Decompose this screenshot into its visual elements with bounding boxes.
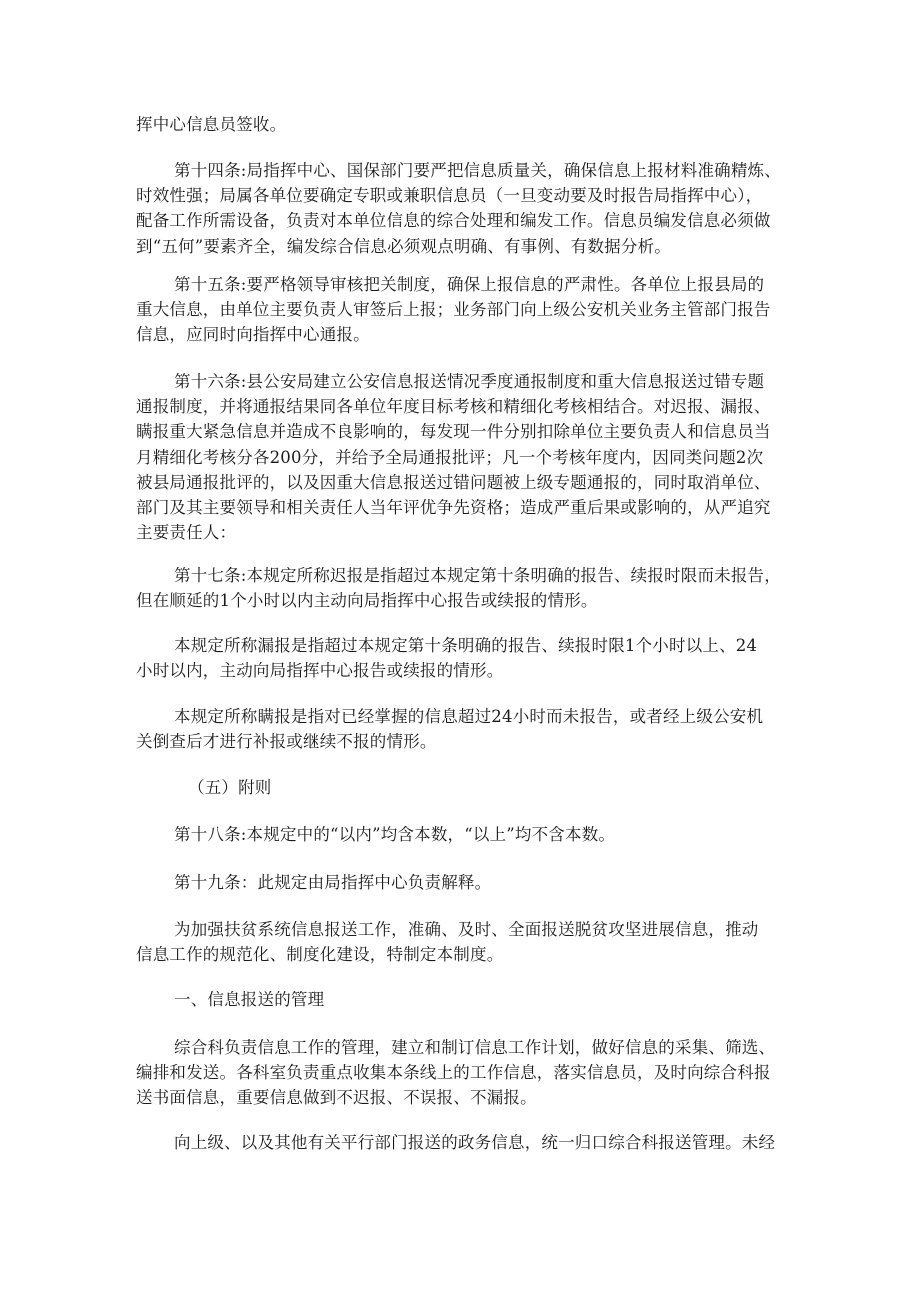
text-line: 综合科负责信息工作的管理，建立和制订信息工作计划，做好信息的采集、筛选、: [174, 1038, 776, 1057]
text-line: 送书面信息，重要信息做到不迟报、不误报、不漏报。: [136, 1088, 537, 1108]
text-line: 月精细化考核分各200分，并给予全局通报批评；凡一个考核年度内，因同类问题2次: [136, 447, 764, 467]
text-line: 挥中心信息员签收。: [136, 115, 287, 134]
text-line: 第十四条:局指挥中心、国保部门要严把信息质量关，确保信息上报材料准确精炼、: [174, 161, 781, 180]
text-line: 关倒查后才进行补报或继续不报的情形。: [136, 732, 437, 752]
text-line: 部门及其主要领导和相关责任人当年评优争先资格；造成严重后果或影响的，从严追究: [136, 498, 771, 518]
text-line: 主要责任人：: [136, 523, 237, 543]
paragraph-continuation: [136, 112, 796, 137]
text-line: 被县局通报批评的，以及因重大信息报送过错问题被上级专题通报的，同时取消单位、: [136, 472, 771, 492]
text-line: 编排和发送。各科室负责重点收集本条线上的工作信息，落实信息员，及时向综合科报: [136, 1063, 771, 1083]
paragraph-general-office: [136, 1035, 796, 1111]
paragraph-poverty-intro: [136, 917, 796, 967]
text-line: 为加强扶贫系统信息报送工作，准确、及时、全面报送脱贫攻坚进展信息，推动: [174, 920, 759, 939]
text-line: 一、信息报送的管理: [174, 990, 325, 1009]
paragraph-concealment-definition: [136, 704, 796, 754]
paragraph-article-15: [136, 272, 796, 348]
paragraph-omission-definition: [136, 633, 796, 683]
text-line: 第十九条：此规定由局指挥中心负责解释。: [174, 873, 492, 892]
text-line: 本规定所称瞒报是指对已经掌握的信息超过24小时而未报告，或者经上级公安机: [174, 707, 764, 726]
text-line: （五）附则: [188, 778, 272, 797]
section-heading-appendix: [136, 775, 796, 800]
paragraph-reporting-upward: [136, 1130, 796, 1155]
paragraph-article-17: [136, 563, 796, 613]
text-line: 信息工作的规范化、制度化建设，特制定本制度。: [136, 945, 504, 965]
text-line: 重大信息，由单位主要负责人审签后上报；业务部门向上级公安机关业务主管部门报告: [136, 300, 771, 320]
text-line: 瞒报重大紧急信息并造成不良影响的，每发现一件分别扣除单位主要负责人和信息员当: [136, 422, 771, 442]
text-line: 第十七条:本规定所称迟报是指超过本规定第十条明确的报告、续报时限而未报告，: [174, 566, 781, 585]
text-line: 信息，应同时向指挥中心通报。: [136, 325, 370, 345]
text-line: 第十六条:县公安局建立公安信息报送情况季度通报制度和重大信息报送过错专题: [174, 372, 765, 391]
text-line: 配备工作所需设备，负责对本单位信息的综合处理和编发工作。信息员编发信息必须做: [136, 211, 771, 231]
paragraph-article-14: [136, 158, 796, 259]
text-line: 向上级、以及其他有关平行部门报送的政务信息，统一归口综合科报送管理。未经: [174, 1133, 776, 1152]
paragraph-article-19: [136, 870, 796, 895]
text-line: 到“五何”要素齐全，编发综合信息必须观点明确、有事例、有数据分析。: [136, 236, 671, 256]
text-line: 第十八条:本规定中的“以内”均含本数，“以上”均不含本数。: [174, 825, 616, 844]
text-line: 但在顺延的1个小时以内主动向局指挥中心报告或续报的情形。: [136, 591, 598, 611]
paragraph-article-16: [136, 369, 796, 545]
section-heading-management: [136, 987, 796, 1012]
text-line: 第十五条:要严格领导审核把关制度，确保上报信息的严肃性。各单位上报县局的: [174, 275, 765, 294]
text-line: 小时以内，主动向局指挥中心报告或续报的情形。: [136, 661, 504, 681]
paragraph-article-18: [136, 822, 796, 847]
text-line: 本规定所称漏报是指超过本规定第十条明确的报告、续报时限1个小时以上、24: [174, 636, 758, 655]
text-line: 通报制度，并将通报结果同各单位年度目标考核和精细化考核相结合。对迟报、漏报、: [136, 397, 771, 417]
text-line: 时效性强；局属各单位要确定专职或兼职信息员（一旦变动要及时报告局指挥中心），: [136, 186, 763, 206]
